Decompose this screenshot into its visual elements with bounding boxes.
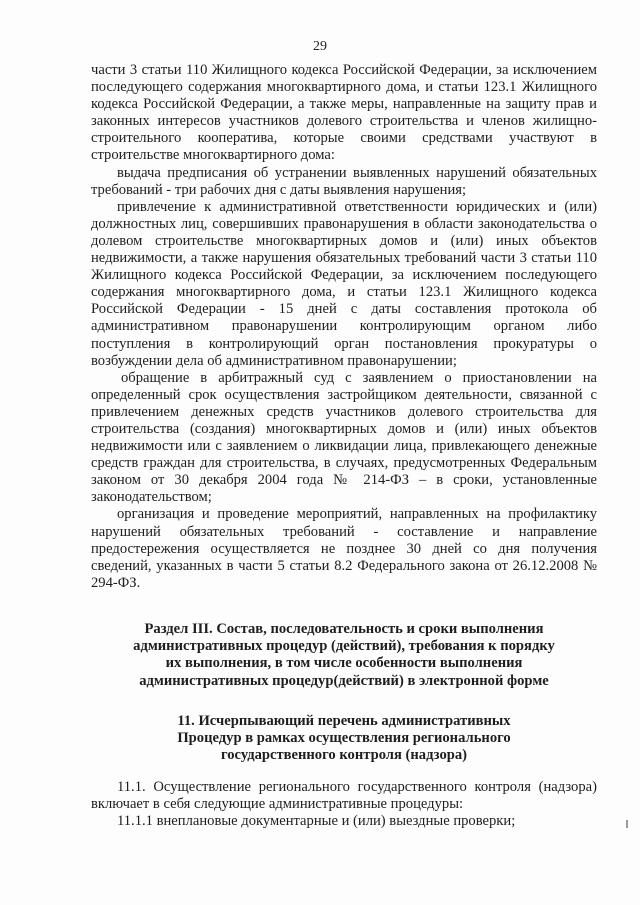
section-heading-line: административных процедур(действий) в электронной форме <box>139 672 549 689</box>
section-heading-line: их выполнения, в том числе особенности выполнения <box>165 655 523 672</box>
subsection-heading-line: Процедур в рамках осуществления регионального <box>177 730 511 747</box>
paragraph-legal-basis: части 3 статьи 110 Жилищного кодекса Российской Федерации, за исключением последующего содержания многоквартирного дома, и статьи 123.1 Жилищного кодекса Российской Федерации, а также меры, направленные на защиту прав и законных интересов участников долевого строительства и членов жилищно-строительного кооператива, которые своими средствами участвуют в строительстве многоквартирного дома: <box>91 62 597 164</box>
section-heading-line: Раздел III. Состав, последовательность и сроки выполнения <box>144 621 544 637</box>
paragraph-prescription: выдача предписания об устранении выявленных нарушений обязательных требований - три рабочих дня с даты выявления нарушения; <box>91 164 597 198</box>
subsection-heading-line: 11. Исчерпывающий перечень административных <box>177 713 511 729</box>
page-number: 29 <box>313 39 327 54</box>
subsection-heading <box>91 713 597 765</box>
paragraph-11-1-1: 11.1.1 внеплановые документарные и (или) выездные проверки; <box>117 813 516 830</box>
section-heading-line: административных процедур (действий), требования к порядку <box>133 638 555 655</box>
subsection-heading-line: государственного контроля (надзора) <box>220 747 468 764</box>
paragraph-prevention: организация и проведение мероприятий, направленных на профилактику нарушений обязательных требований - составление и направление предостережения осуществляется не позднее 30 дней со дня получения сведений, указанных в части 5 статьи 8.2 Федерального закона от 26.12.2008 № 294-ФЗ. <box>91 506 597 591</box>
scan-edge-mark <box>626 820 628 828</box>
body-text <box>91 62 597 592</box>
paragraph-administrative-liability: привлечение к административной ответственности юридических и (или) должностных лиц, совершивших правонарушения в области законодательства о долевом строительстве многоквартирных домов и (или) иных объектов недвижимости, а также нарушения обязательных требований части 3 статьи 110 Жилищного кодекса Российской Федерации, за исключением последующего содержания многоквартирного дома, и статьи 123.1 Жилищного кодекса Российской Федерации - 15 дней с даты составления протокола об административном правонарушении контролирующим органом либо поступления в контролирующий орган постановления прокуратуры о возбуждении дела об административном правонарушении; <box>91 198 597 369</box>
procedures-text <box>91 779 597 830</box>
paragraph-arbitration-court: обращение в арбитражный суд с заявлением о приостановлении на определенный срок осуществления застройщиком деятельности, связанной с привлечением денежных средств участников долевого строительства для строительства (создания) многоквартирных домов и (или) иных объектов недвижимости или с заявлением о ликвидации лица, привлекающего денежные средств граждан для строительства, в случаях, предусмотренных Федеральным законом от 30 декабря 2004 года № 214-ФЗ – в сроки, установленные законодательством; <box>91 369 597 506</box>
paragraph-11-1: 11.1. Осуществление регионального государственного контроля (надзора) включает в себя следующие административные процедуры: <box>91 779 597 813</box>
section-heading <box>91 621 597 690</box>
